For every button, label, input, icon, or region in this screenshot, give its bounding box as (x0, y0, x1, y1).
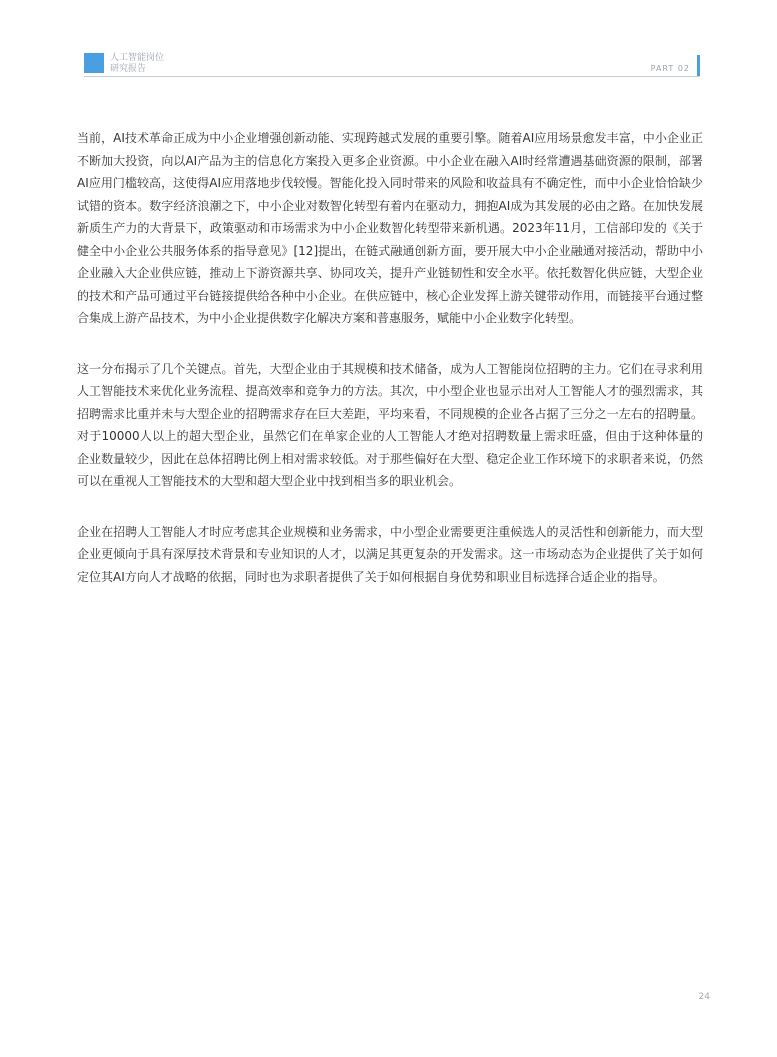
part-accent-bar (697, 55, 700, 76)
paragraph-ai-smes: 当前，AI技术革命正成为中小企业增强创新动能、实现跨越式发展的重要引擎。随着AI应用场景愈发丰富，中小企业正不断加大投资，向以AI产品为主的信息化方案投入更多企业资源。中小企业在融入AI时经常遭遇基础资源的限制，部署AI应用门槛较高，这使得AI应用落地步伐较慢。智能化投入同时带来的风险和收益具有不确定性，而中小企业恰恰缺少试错的资本。数字经济浪潮之下，中小企业对数智化转型有着内在驱动力，拥抱AI成为其发展的必由之路。在加快发展新质生产力的大背景下，政策驱动和市场需求为中小企业数智化转型带来新机遇。2023年11月，工信部印发的《关于健全中小企业公共服务体系的指导意见》[12]提出，在链式融通创新方面，要开展大中小企业融通对接活动，帮助中小企业融入大企业供应链，推动上下游资源共享、协同攻关，提升产业链韧性和安全水平。依托数智化供应链，大型企业的技术和产品可通过平台链接提供给各种中小企业。在供应链中，核心企业发挥上游关键带动作用，而链接平台通过整合集成上游产品技术，为中小企业提供数字化解决方案和普惠服务，赋能中小企业数字化转型。 (77, 131, 703, 325)
logo-square-icon (84, 53, 104, 73)
paragraph-distribution: 这一分布揭示了几个关键点。首先，大型企业由于其规模和技术储备，成为人工智能岗位招聘的主力。它们在寻求利用人工智能技术来优化业务流程、提高效率和竞争力的方法。其次，中小型企业也显示出对人工智能人才的强烈需求，其招聘需求比重并未与大型企业的招聘需求存在巨大差距，平均来看，不同规模的企业各占据了三分之一左右的招聘量。对于10000人以上的超大型企业，虽然它们在单家企业的人工智能人才绝对招聘数量上需求旺盛，但由于这种体量的企业数量较少，因此在总体招聘比例上相对需求较低。对于那些偏好在大型、稳定企业工作环境下的求职者来说，仍然可以在重视人工智能技术的大型和超大型企业中找到相当多的职业机会。 (77, 361, 703, 488)
body-content (77, 127, 703, 616)
page-number: 24 (698, 992, 710, 1002)
part-label: PART 02 (650, 64, 690, 73)
header-divider (84, 76, 700, 77)
header-subtitle: 研究报告 (110, 64, 147, 74)
header-title: 人工智能岗位 (110, 53, 165, 63)
paragraph-recruiting-advice: 企业在招聘人工智能人才时应考虑其企业规模和业务需求，中小型企业需要更注重候选人的灵活性和创新能力，而大型企业更倾向于具有深厚技术背景和专业知识的人才，以满足其更复杂的开发需求。这一市场动态为企业提供了关于如何定位其AI方向人才战略的依据，同时也为求职者提供了关于如何根据自身优势和职业目标选择合适企业的指导。 (77, 524, 703, 584)
page-header (0, 0, 777, 80)
